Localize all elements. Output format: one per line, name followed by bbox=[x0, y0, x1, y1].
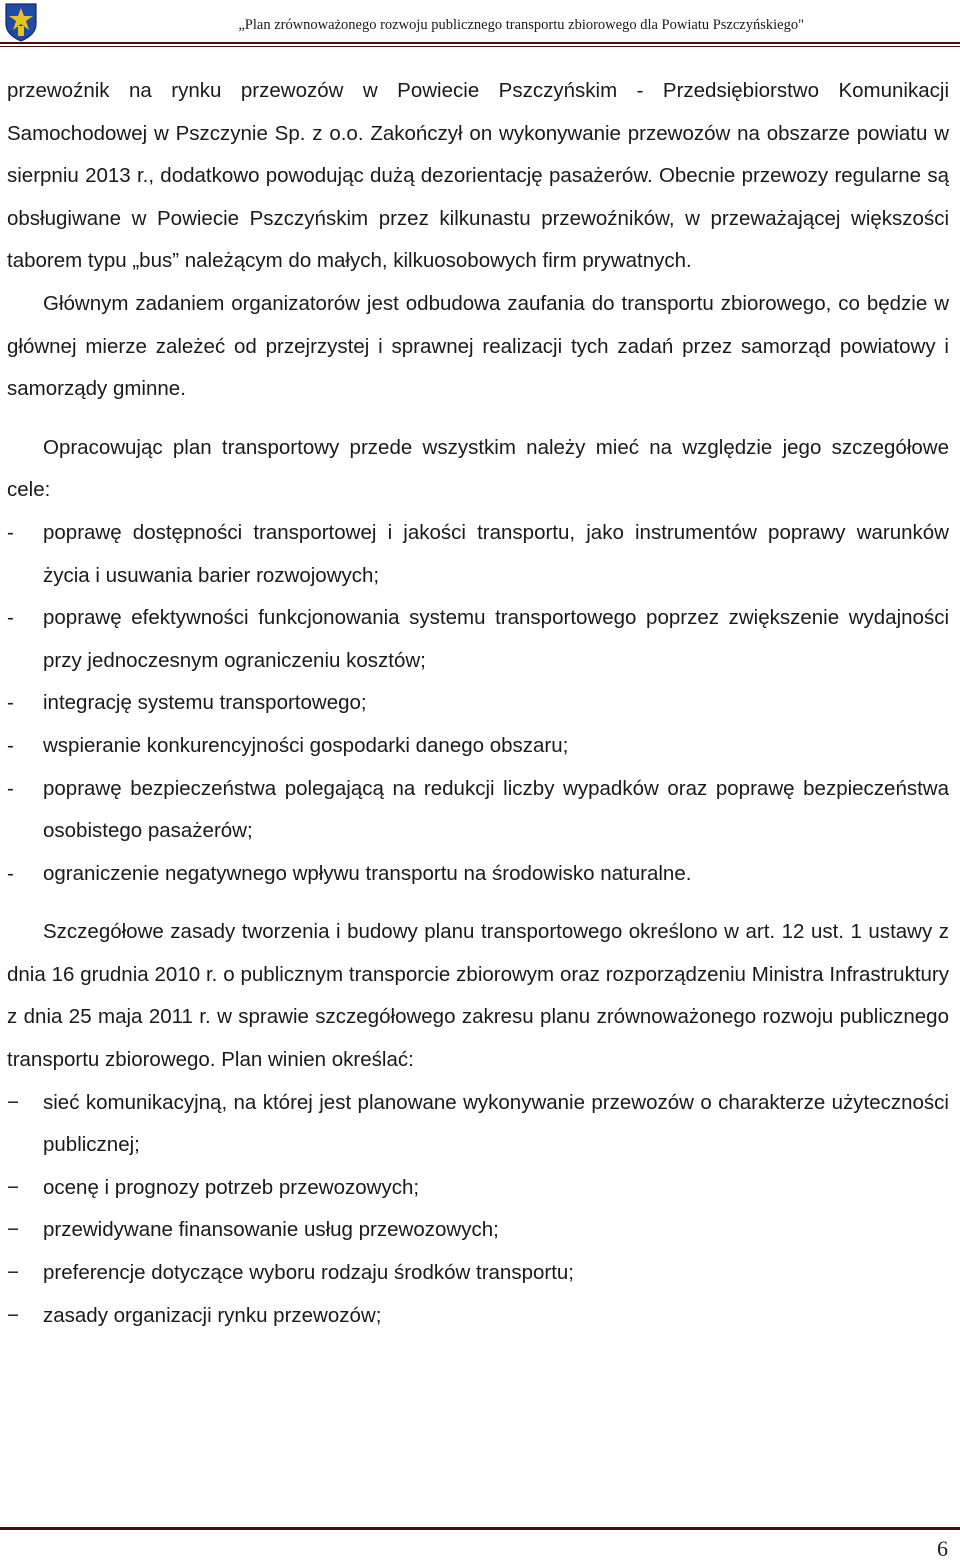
paragraph-2: Głównym zadaniem organizatorów jest odbudowa zaufania do transportu zbiorowego, co będzie w głównej mierze zależeć od przejrzystej i sprawnej realizacji tych zadań przez samorząd powiatowy i samorządy gminne. bbox=[7, 291, 949, 401]
dash-marker: − bbox=[7, 1261, 19, 1285]
dash-marker: - bbox=[7, 861, 14, 885]
dash-marker: - bbox=[7, 733, 14, 757]
dash-marker: − bbox=[7, 1090, 19, 1114]
goals-list bbox=[7, 512, 949, 895]
document-body bbox=[7, 70, 949, 1337]
list-item: − sieć komunikacyjną, na której jest planowane wykonywanie przewozów o charakterze użyteczności publicznej; bbox=[7, 1082, 949, 1167]
list-item: - wspieranie konkurencyjności gospodarki danego obszaru; bbox=[7, 725, 949, 768]
list-item: − preferencje dotyczące wyboru rodzaju środków transportu; bbox=[7, 1252, 949, 1295]
page-header bbox=[0, 0, 960, 46]
header-title: „Plan zrównoważonego rozwoju publicznego transportu zbiorowego dla Powiatu Pszczyńskiego" bbox=[238, 17, 804, 33]
header-rule-thin bbox=[0, 46, 960, 47]
list-item: - poprawę bezpieczeństwa polegającą na redukcji liczby wypadków oraz poprawę bezpieczeństwa osobistego pasażerów; bbox=[7, 768, 949, 853]
page-number: 6 bbox=[937, 1536, 948, 1561]
dash-marker: - bbox=[7, 776, 14, 800]
dash-marker: − bbox=[7, 1218, 19, 1242]
footer-rule bbox=[0, 1527, 960, 1530]
list-item: − przewidywane finansowanie usług przewozowych; bbox=[7, 1209, 949, 1252]
list-item: − ocenę i prognozy potrzeb przewozowych; bbox=[7, 1167, 949, 1210]
dash-marker: − bbox=[7, 1303, 19, 1327]
list-item: - integrację systemu transportowego; bbox=[7, 682, 949, 725]
dash-marker: - bbox=[7, 606, 14, 630]
dash-marker: − bbox=[7, 1175, 19, 1199]
paragraph-4: Szczegółowe zasady tworzenia i budowy planu transportowego określono w art. 12 ust. 1 ustawy z dnia 16 grudnia 2010 r. o publicznym transporcie zbiorowym oraz rozporządzeniu Ministra Infrastruktury z dnia 25 maja 2011 r. w sprawie szczegółowego zakresu planu zrównoważonego rozwoju publicznego transportu zbiorowego. Plan winien określać: bbox=[7, 920, 949, 1072]
list-item: - poprawę dostępności transportowej i jakości transportu, jako instrumentów poprawy warunków życia i usuwania barier rozwojowych; bbox=[7, 512, 949, 597]
paragraph-1: przewoźnik na rynku przewozów w Powiecie Pszczyńskim - Przedsiębiorstwo Komunikacji Samochodowej w Pszczynie Sp. z o.o. Zakończył on wykonywanie przewozów na obszarze powiatu w sierpniu 2013 r., dodatkowo powodując dużą dezorientację pasażerów. Obecnie przewozy regularne są obsługiwane w Powiecie Pszczyńskim przez kilkunastu przewoźników, w przeważającej większości taborem typu „bus” należącym do małych, kilkuosobowych firm prywatnych. bbox=[7, 79, 949, 273]
dash-marker: - bbox=[7, 520, 14, 544]
list-item: - ograniczenie negatywnego wpływu transportu na środowisko naturalne. bbox=[7, 853, 949, 896]
list-item: − zasady organizacji rynku przewozów; bbox=[7, 1295, 949, 1338]
dash-marker: - bbox=[7, 691, 14, 715]
header-rule bbox=[0, 42, 960, 44]
list-item: - poprawę efektywności funkcjonowania systemu transportowego poprzez zwiększenie wydajności przy jednoczesnym ograniczeniu kosztów; bbox=[7, 597, 949, 682]
paragraph-3: Opracowując plan transportowy przede wszystkim należy mieć na względzie jego szczegółowe cele: bbox=[7, 435, 949, 502]
plan-scope-list bbox=[7, 1082, 949, 1338]
